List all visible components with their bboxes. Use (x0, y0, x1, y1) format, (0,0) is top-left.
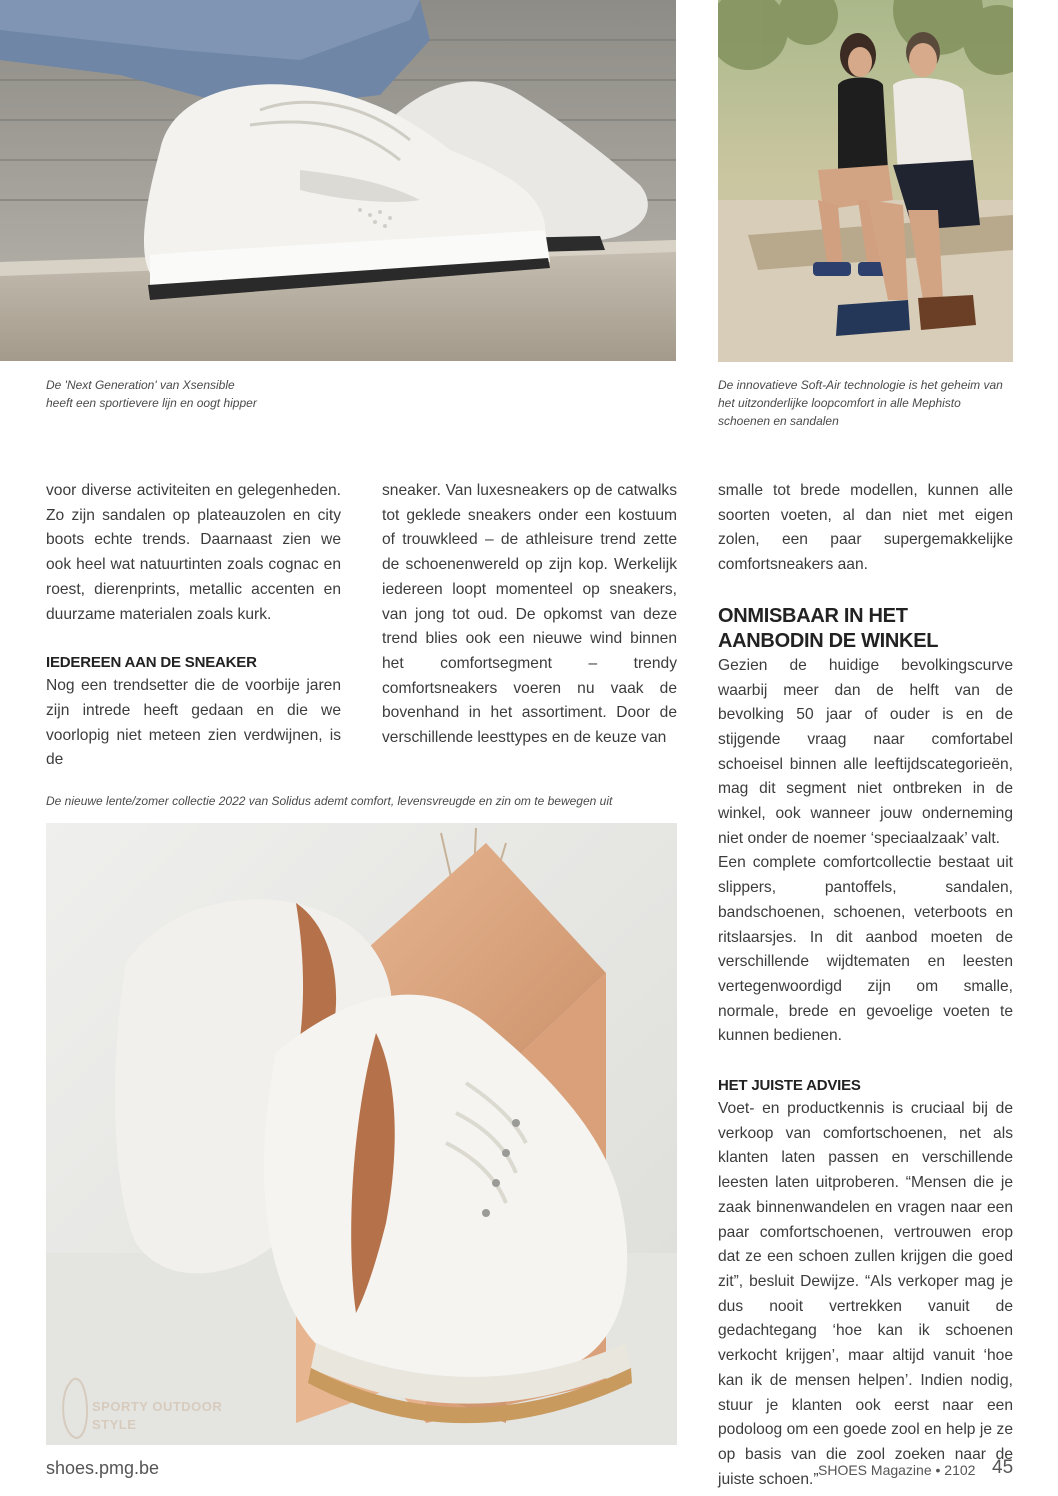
section-heading: IEDEREEN AAN DE SNEAKER (46, 654, 257, 672)
caption-top-left (46, 376, 446, 412)
overlay-line: SPORTY OUTDOOR (92, 1399, 223, 1414)
photo-solidus-sneakers (46, 823, 677, 1445)
paragraph: Nog een trendsetter die de voorbije jaren zijn intrede heeft gedaan en die we voorlopig niet meteen zien verdwijnen, is de (46, 677, 341, 769)
paragraph: smalle tot brede modellen, kunnen alle soorten voeten, al dan niet met eigen zolen, een paar supergemakkelijke comfortsneakers aan. (718, 482, 1013, 574)
paragraph: Voet- en productkennis is cruciaal bij de verkoop van comfortschoenen, net als klanten laten passen en verschillende leesten laten uitproberen. “Mensen die je zaak binnenwandelen en vragen naar een paar comfortschoenen, vertrouwen erop dat ze een schoen zullen krijgen die goed zit”, besluit Dewijze. “Als verkoper mag je dus nooit vertrekken vanuit de gedachtegang ‘hoe kan ik schoenen verkocht krijgen’, maar altijd vanuit ‘hoe kan ik de mensen helpen’. Indien nodig, stuur je klanten ook eerst naar een podoloog om een goede zool en help je ze op basis van die zool zoeken naar de juiste schoen.” (718, 1100, 1013, 1488)
paragraph: voor diverse activiteiten en gelegenheden. Zo zijn sandalen op plateauzolen en city boots echte trends. Daarnaast zien we ook heel wat natuurtinten zoals cognac en roest, dierenprints, metallic accenten en duurzame materialen zoals kurk. (46, 482, 341, 623)
caption-bottom: De nieuwe lente/zomer collectie 2022 van Solidus ademt comfort, levensvreugde en zin om te bewegen uit (46, 794, 613, 808)
section-heading: ONMISBAAR IN HET AANBODIN DE WINKEL (718, 604, 939, 652)
overlay-line: STYLE (92, 1417, 137, 1432)
photo-overlay-label (92, 1398, 222, 1434)
page-number: 45 (992, 1457, 1014, 1478)
caption-line: schoenen en sandalen (718, 414, 839, 428)
paragraph: sneaker. Van luxesneakers op de catwalks tot geklede sneakers onder een kostuum of trouwkleed – de athleisure trend zette de schoenenwereld op zijn kop. Werkelijk iedereen loopt momenteel op sneakers, van jong tot oud. De opkomst van deze trend blies ook een nieuwe wind binnen het comfortsegment – trendy comfortsneakers voeren nu vaak de bovenhand in het assortiment. Door de verschillende leesttypes en de keuze van (382, 482, 677, 747)
paragraph: Gezien de huidige bevolkingscurve waarbij meer dan de helft van de bevolking 50 jaar of ouder is en de stijgende vraag naar comfortabel schoeisel binnen alle leeftijdscategorieën, mag dit segment niet ontbreken in de winkel, ook wanneer jouw onderneming niet onder de noemer ‘speciaalzaak’ valt. (718, 656, 1013, 847)
section-heading: HET JUISTE ADVIES (718, 1077, 861, 1095)
photo-xsensible-sneakers (0, 0, 676, 361)
footer-website-link[interactable]: shoes.pmg.be (46, 1458, 160, 1478)
article-column-3 (718, 479, 1013, 1492)
caption-line: De innovatieve Soft-Air technologie is het geheim van (718, 378, 1003, 392)
article-column-2 (382, 479, 677, 751)
caption-line: het uitzonderlijke loopcomfort in alle Mephisto (718, 396, 961, 410)
footer-magazine-name: SHOES Magazine • 2102 (818, 1462, 976, 1478)
caption-line: heeft een sportievere lijn en oogt hipper (46, 396, 257, 410)
article-column-1 (46, 479, 341, 773)
paragraph: Een complete comfortcollectie bestaat uit slippers, pantoffels, sandalen, bandschoenen, schoenen, veterboots en ritslaarsjes. In dit aanbod moeten de verschillende wijdtematen en leesten vertegenwoordigd zijn om smalle, normale, brede en gevoelige voeten te kunnen bedienen. (718, 854, 1013, 1045)
photo-mephisto-couple (718, 0, 1013, 362)
caption-line: De 'Next Generation' van Xsensible (46, 378, 235, 392)
caption-top-right (718, 376, 1018, 430)
